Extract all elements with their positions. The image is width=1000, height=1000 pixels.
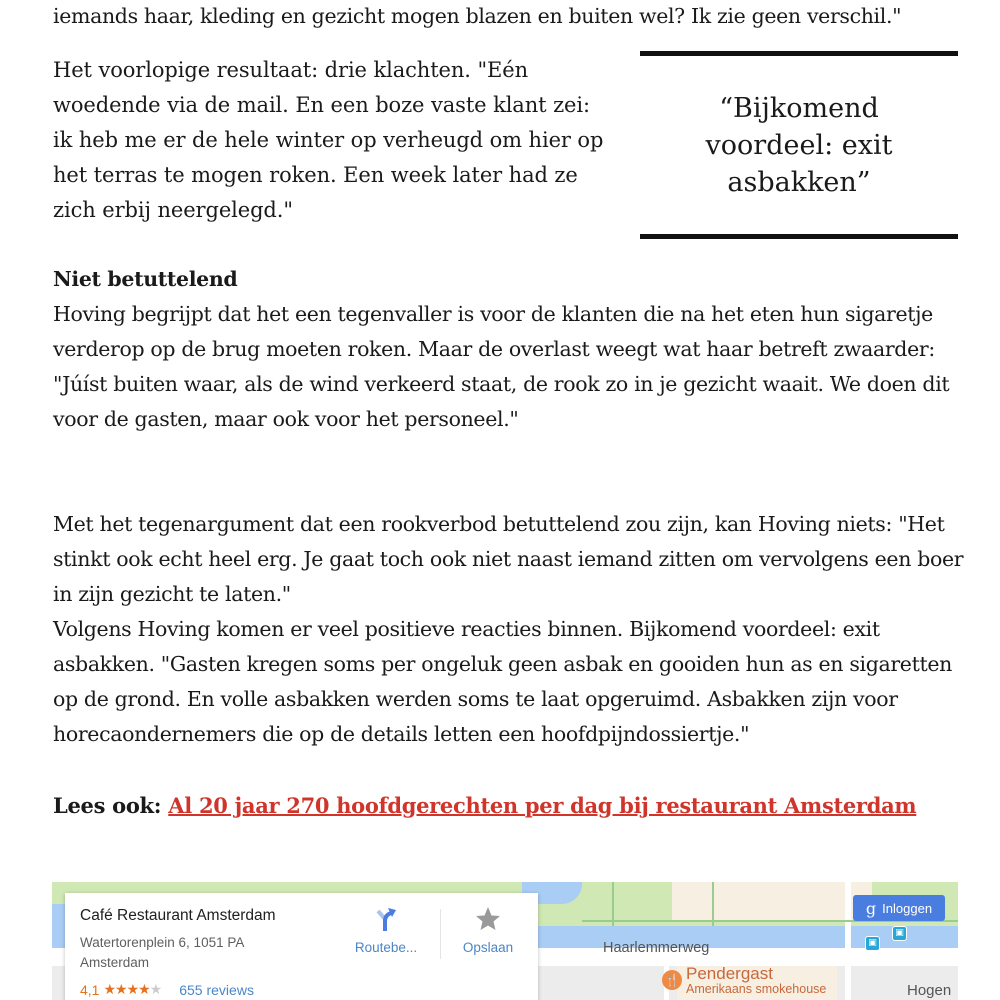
save-button[interactable] [443, 905, 533, 955]
embedded-map[interactable] [52, 882, 958, 1000]
street-label: Hogen [907, 982, 952, 999]
place-name[interactable]: Café Restaurant Amsterdam [80, 907, 276, 924]
place-rating [80, 981, 254, 998]
star-filled-icon: ★★★★ [103, 981, 150, 997]
read-also-link[interactable]: Al 20 jaar 270 hoofdgerechten per dag bij restaurant Amsterdam [168, 793, 917, 818]
poi-name: Pendergast [686, 964, 773, 983]
directions-button[interactable] [341, 905, 431, 955]
bus-stop-icon[interactable]: ▣ [865, 936, 880, 951]
pull-quote [640, 51, 958, 239]
rating-stars-icon [103, 981, 161, 998]
poi-marker[interactable] [662, 965, 826, 995]
bus-stop-icon[interactable]: ▣ [892, 926, 907, 941]
read-also-label: Lees ook: [53, 793, 162, 818]
article-paragraph-volgens: Volgens Hoving komen er veel positieve reacties binnen. Bijkomend voordeel: exit asbakken. "Gasten kregen soms per ongeluk geen asbak en gooiden hun as en sigaretten op de grond. En volle asbakken werden soms te laat opgeruimd. Asbakken zijn voor horecaondernemers die op de details letten een hoofdpijndossiertje." [53, 617, 952, 746]
directions-label: Routebe... [354, 940, 418, 955]
login-label: Inloggen [882, 900, 933, 916]
pull-quote-text: “Bijkomend voordeel: exit asbakken” [705, 92, 893, 198]
save-label: Opslaan [462, 940, 514, 955]
rating-score: 4,1 [80, 981, 100, 998]
read-also [53, 788, 953, 823]
action-divider [440, 909, 441, 959]
section-subheading: Niet betuttelend [53, 267, 238, 291]
article-paragraph-tegenargument: Met het tegenargument dat een rookverbod betuttelend zou zijn, kan Hoving niets: "Het stinkt ook echt heel erg. Je gaat toch ook niet naast iemand zitten om vervolgens een boer in zijn gezicht te laten." [53, 512, 964, 606]
directions-icon [374, 905, 398, 933]
place-info-card [65, 893, 538, 1000]
map-road [845, 882, 851, 1000]
google-icon: g [865, 898, 877, 918]
street-label: Haarlemmerweg [603, 940, 710, 956]
poi-subtitle: Amerikaans smokehouse [686, 982, 827, 996]
star-empty-icon: ★ [149, 981, 162, 997]
login-button[interactable] [853, 895, 945, 921]
article-paragraph: iemands haar, kleding en gezicht mogen blazen en buiten wel? Ik zie geen verschil." [53, 4, 902, 28]
star-icon [475, 905, 501, 933]
place-address: Watertorenplein 6, 1051 PA Amsterdam [80, 935, 244, 970]
map-building-area [672, 882, 872, 920]
article-paragraph-results: Het voorlopige resultaat: drie klachten. "Eén woedende via de mail. En een boze vaste klant zei: ik heb me er de hele winter op verheugd om hier op het terras te mogen roken. Een week later had ze zich erbij neergelegd." [53, 58, 604, 222]
reviews-link[interactable]: 655 reviews [179, 981, 254, 998]
restaurant-icon: 🍴 [662, 970, 682, 990]
article-paragraph-hoving: Hoving begrijpt dat het een tegenvaller is voor de klanten die na het eten hun sigaretje verderop op de brug moeten roken. Maar de overlast weegt wat haar betreft zwaarder: "Júíst buiten waar, als de wind verkeerd staat, de rook zo in je gezicht waait. We doen dit voor de gasten, maar ook voor het personeel." [53, 302, 950, 431]
